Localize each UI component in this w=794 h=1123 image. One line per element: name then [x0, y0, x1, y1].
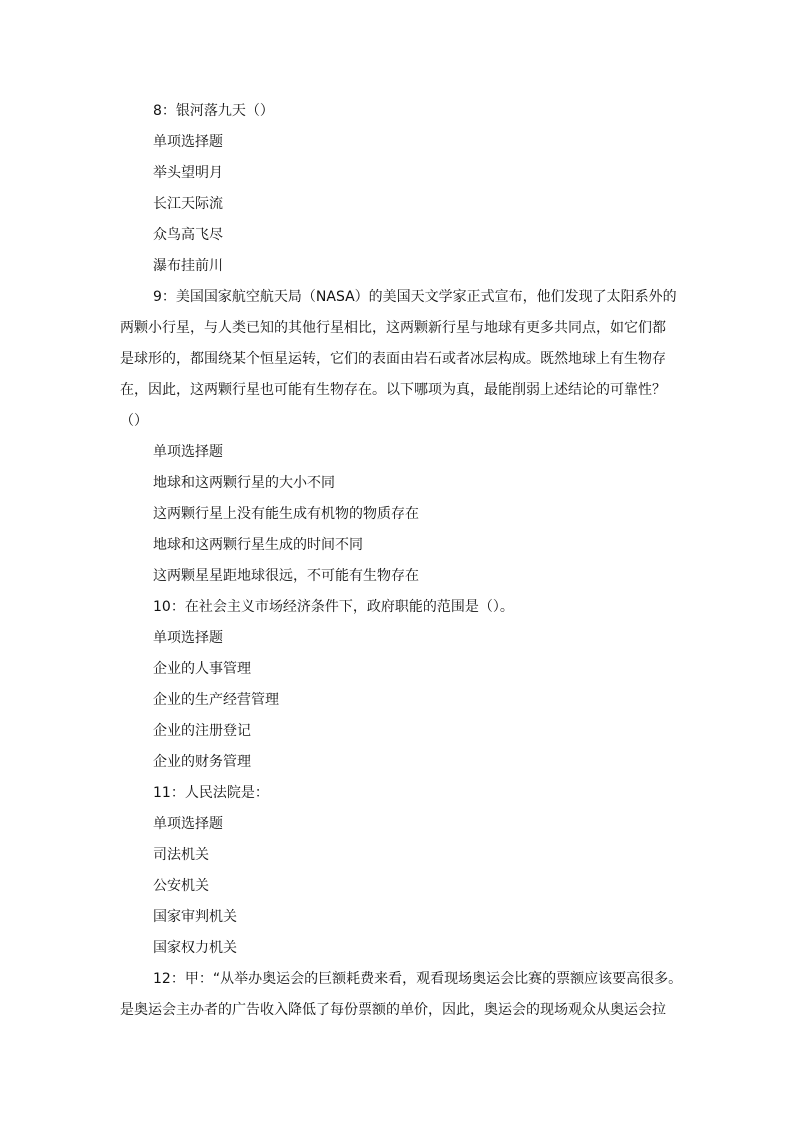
- question-type: 单项选择题: [153, 134, 223, 150]
- question-stem-line: 9：美国国家航空航天局（NASA）的美国天文学家正式宣布，他们发现了太阳系外的: [153, 289, 677, 305]
- question-stem-line: 8：银河落九天（）: [153, 103, 274, 119]
- answer-option: 国家审判机关: [153, 909, 237, 925]
- question-stem-line: 是奥运会主办者的广告收入降低了每份票额的单价，因此，奥运会的现场观众从奥运会拉: [120, 1002, 666, 1018]
- answer-option: 企业的财务管理: [153, 754, 251, 770]
- answer-option: 这两颗行星上没有能生成有机物的物质存在: [153, 506, 419, 522]
- document-body: [120, 101, 683, 1031]
- question-stem-line: 是球形的，都围绕某个恒星运转，它们的表面由岩石或者冰层构成。既然地球上有生物存: [120, 351, 666, 367]
- question-stem-line: 12：甲：“从举办奥运会的巨额耗费来看，观看现场奥运会比赛的票额应该要高很多。: [153, 971, 683, 987]
- question-type: 单项选择题: [153, 444, 223, 460]
- answer-option: 举头望明月: [153, 165, 223, 181]
- question-type: 单项选择题: [153, 630, 223, 646]
- answer-option: 众鸟高飞尽: [153, 227, 223, 243]
- question-stem-line: 两颗小行星，与人类已知的其他行星相比，这两颗新行星与地球有更多共同点，如它们都: [120, 320, 666, 336]
- answer-option: 国家权力机关: [153, 940, 237, 956]
- question-stem-line: 11：人民法院是：: [153, 785, 269, 801]
- question-type: 单项选择题: [153, 816, 223, 832]
- answer-option: 长江天际流: [153, 196, 223, 212]
- answer-option: 企业的注册登记: [153, 723, 251, 739]
- answer-option: 地球和这两颗行星生成的时间不同: [153, 537, 363, 553]
- answer-option: 企业的人事管理: [153, 661, 251, 677]
- answer-option: 这两颗星星距地球很远，不可能有生物存在: [153, 568, 419, 584]
- question-stem-line: （）: [120, 413, 148, 429]
- answer-option: 司法机关: [153, 847, 209, 863]
- answer-option: 企业的生产经营管理: [153, 692, 279, 708]
- question-stem-line: 在，因此，这两颗行星也可能有生物存在。以下哪项为真，最能削弱上述结论的可靠性？: [120, 382, 666, 398]
- answer-option: 地球和这两颗行星的大小不同: [153, 475, 335, 491]
- answer-option: 公安机关: [153, 878, 209, 894]
- answer-option: 瀑布挂前川: [153, 258, 223, 274]
- question-stem-line: 10：在社会主义市场经济条件下，政府职能的范围是（）。: [153, 599, 514, 615]
